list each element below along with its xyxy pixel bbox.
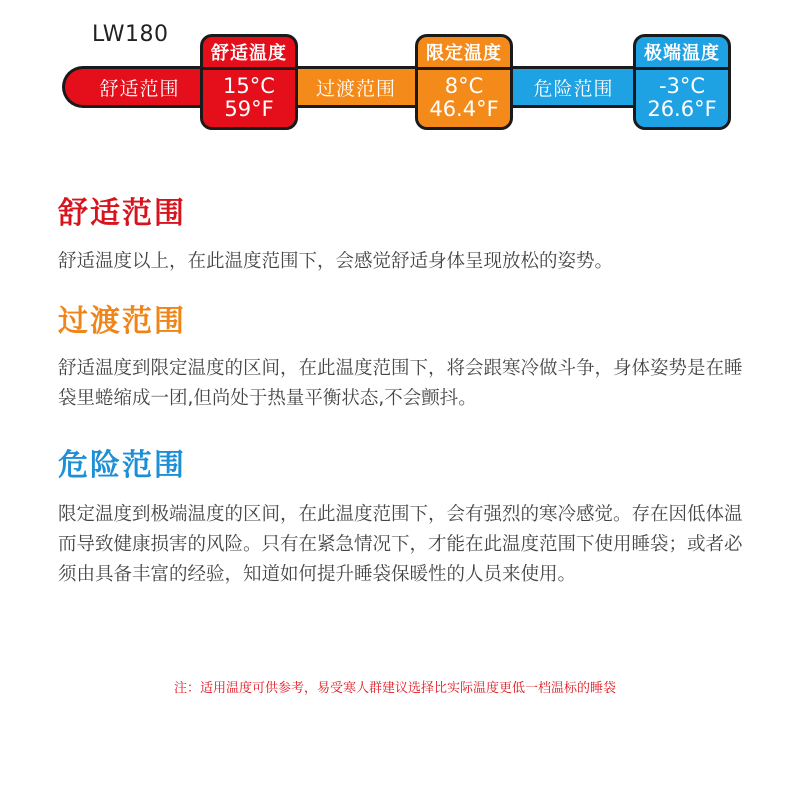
- limit-temp-title: 限定温度: [418, 37, 510, 70]
- transition-section-title: 过渡范围: [58, 304, 186, 339]
- comfort-temp-title: 舒适温度: [203, 37, 295, 70]
- limit-temp-celsius: 8°C: [444, 74, 484, 98]
- transition-range-label: 过渡范围: [315, 77, 396, 100]
- comfort-section-text: 舒适温度以上，在此温度范围下，会感觉舒适身体呈现放松的姿势。: [58, 251, 614, 272]
- extreme-temp-values: [636, 69, 728, 127]
- comfort-temp-values: [203, 69, 295, 127]
- transition-section-text: 舒适温度到限定温度的区间，在此温度范围下，将会跟寒冷做斗争，身体姿势是在睡袋里蜷缩成一团,但尚处于热量平衡状态,不会颤抖。: [58, 358, 743, 409]
- extreme-temp-celsius: -3°C: [658, 74, 706, 98]
- danger-section-text: 限定温度到极端温度的区间，在此温度范围下，会有强烈的寒冷感觉。存在因低体温而导致健康损害的风险。只有在紧急情况下，才能在此温度范围下使用睡袋；或者必须由具备丰富的经验，知道如何提升睡袋保暖性的人员来使用。: [58, 504, 743, 585]
- footnote: 注：适用温度可供参考，易受寒人群建议选择比实际温度更低一档温标的睡袋: [173, 681, 616, 696]
- extreme-temp-fahrenheit: 26.6°F: [647, 97, 717, 121]
- danger-range-segment: [506, 66, 641, 108]
- comfort-temp-celsius: 15°C: [223, 74, 275, 98]
- comfort-section-title: 舒适范围: [58, 196, 186, 231]
- limit-temp-box: [415, 34, 513, 130]
- model-name: LW180: [92, 22, 169, 47]
- comfort-range-label: 舒适范围: [99, 77, 180, 100]
- comfort-temp-fahrenheit: 59°F: [224, 97, 274, 121]
- limit-temp-values: [418, 69, 510, 127]
- extreme-temp-title: 极端温度: [636, 37, 728, 70]
- extreme-temp-box: [633, 34, 731, 130]
- danger-range-label: 危险范围: [533, 77, 614, 100]
- comfort-temp-box: [200, 34, 298, 130]
- comfort-range-segment: [62, 66, 214, 108]
- limit-temp-fahrenheit: 46.4°F: [429, 97, 499, 121]
- danger-section-title: 危险范围: [58, 448, 186, 483]
- transition-range-segment: [290, 66, 422, 108]
